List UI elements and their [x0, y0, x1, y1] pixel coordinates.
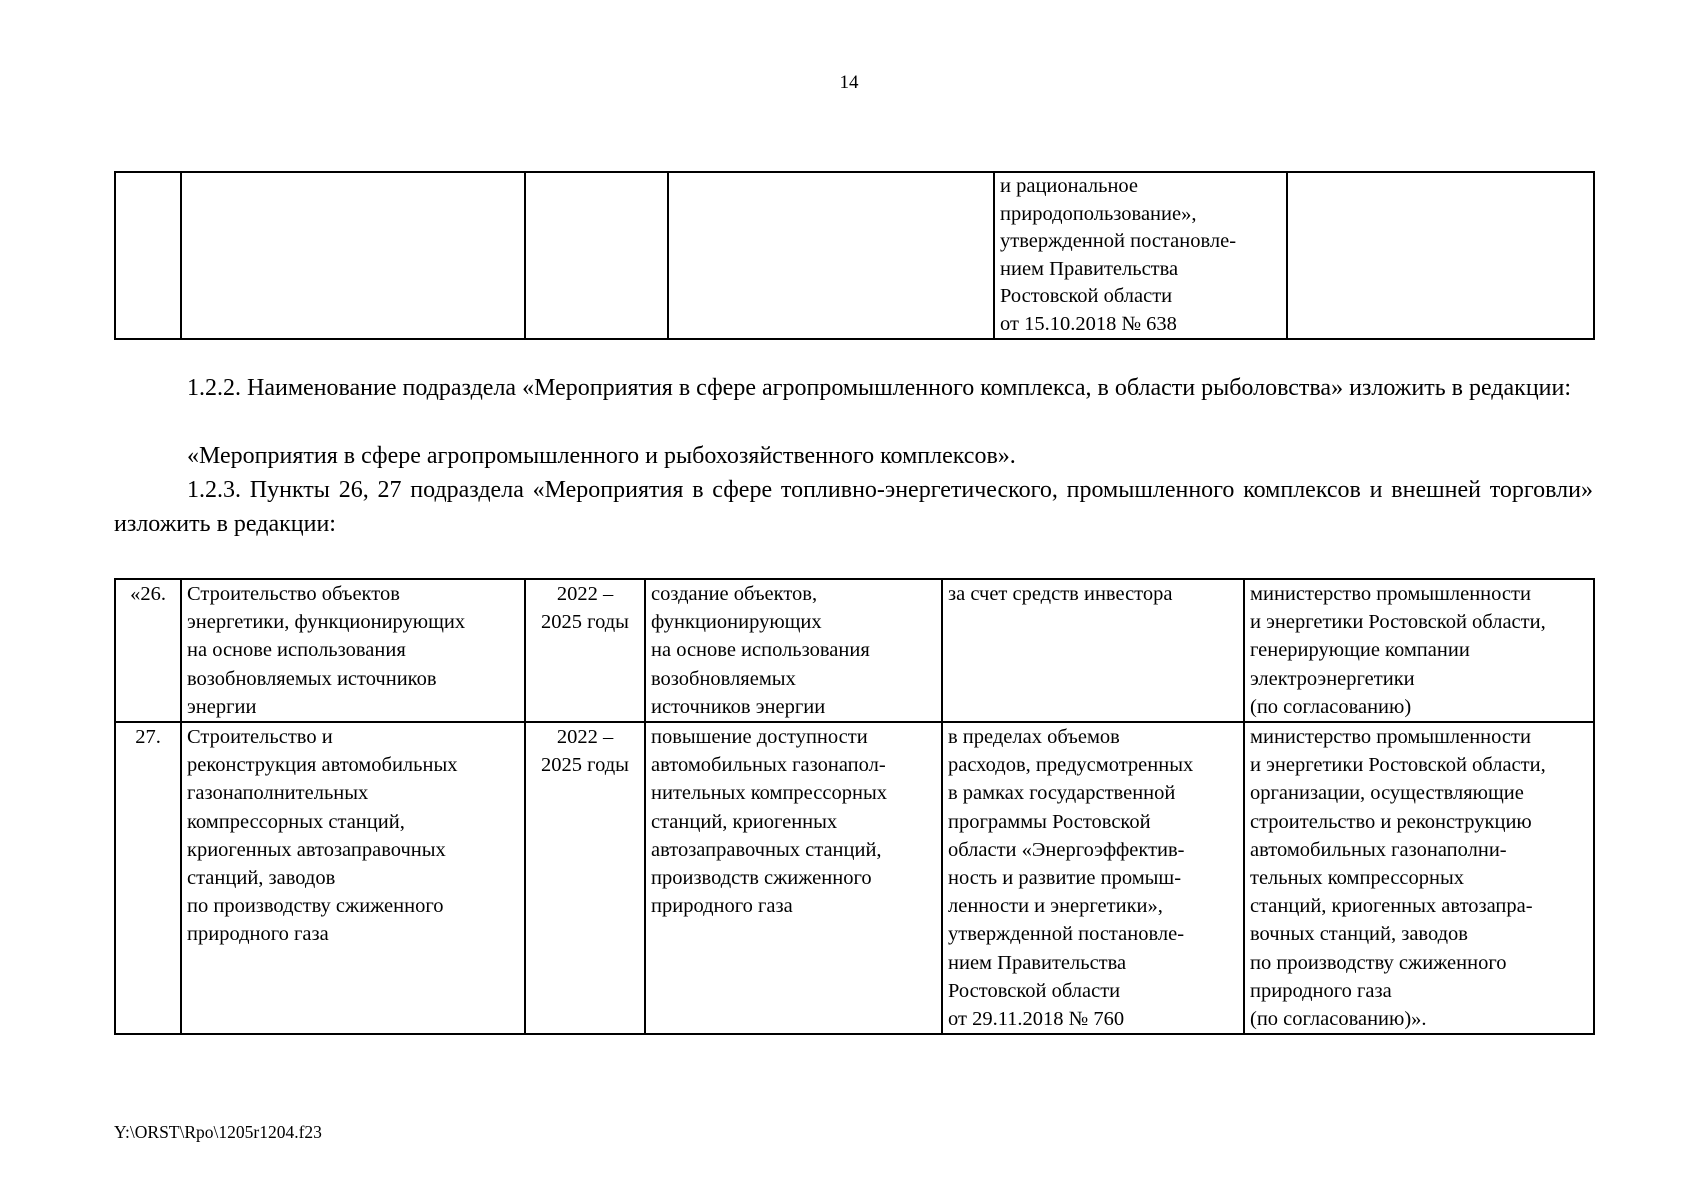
table-row — [115, 579, 1594, 722]
measures-table — [114, 578, 1595, 1035]
table-cell: и рациональное природопользование», утвержденной постановле- нием Правительства Ростовской области от 15.10.2018 № 638 — [994, 172, 1287, 339]
item-executor: министерство промышленности и энергетики Ростовской области, генерирующие компании электроэнергетики (по согласованию) — [1244, 579, 1594, 722]
item-executor: министерство промышленности и энергетики Ростовской области, организации, осуществляющие строительство и реконструкцию автомобильных газонаполни- тельных компрессорных станций, криогенных автозапра- вочных станций, заводов по производству сжиженного природного газа (по согласованию)». — [1244, 722, 1594, 1034]
file-path-footer: Y:\ORST\Rpo\1205r1204.f23 — [114, 1122, 322, 1142]
item-funding: в пределах объемов расходов, предусмотренных в рамках государственной программы Ростовской области «Энергоэффектив- ность и развитие промыш- ленности и энергетики», утвержденной постановле- нием Правительства Ростовской области от 29.11.2018 № 760 — [942, 722, 1244, 1034]
item-name: Строительство объектов энергетики, функционирующих на основе использования возобновляемых источников энергии — [181, 579, 525, 722]
item-result: повышение доступности автомобильных газонапол- нительных компрессорных станций, криогенных автозаправочных станций, производств сжиженного природного газа — [645, 722, 942, 1034]
paragraph-1-2-2: 1.2.2. Наименование подраздела «Мероприятия в сфере агропромышленного комплекса, в области рыболовства» изложить в редакции: — [187, 375, 1572, 401]
table-cell — [668, 172, 994, 339]
item-funding: за счет средств инвестора — [942, 579, 1244, 722]
table-cell — [1287, 172, 1594, 339]
item-result: создание объектов, функционирующих на основе использования возобновляемых источников энергии — [645, 579, 942, 722]
item-name: Строительство и реконструкция автомобильных газонаполнительных компрессорных станций, криогенных автозаправочных станций, заводов по производству сжиженного природного газа — [181, 722, 525, 1034]
table-row — [115, 722, 1594, 1034]
table-cell — [181, 172, 525, 339]
page-number: 14 — [839, 72, 859, 93]
table-cell — [525, 172, 668, 339]
table-cell — [115, 172, 181, 339]
continued-table — [114, 171, 1595, 340]
table-row — [115, 172, 1594, 339]
item-number: 27. — [115, 722, 181, 1034]
item-period: 2022 – 2025 годы — [525, 722, 645, 1034]
item-number: «26. — [115, 579, 181, 722]
item-period: 2022 – 2025 годы — [525, 579, 645, 722]
paragraph-1-2-3: 1.2.3. Пункты 26, 27 подраздела «Мероприятия в сфере топливно-энергетического, промышленного комплексов и внешней торговли» изложить в редакции: — [114, 477, 1593, 537]
paragraph-new-title: «Мероприятия в сфере агропромышленного и рыбохозяйственного комплексов». — [187, 443, 1016, 469]
